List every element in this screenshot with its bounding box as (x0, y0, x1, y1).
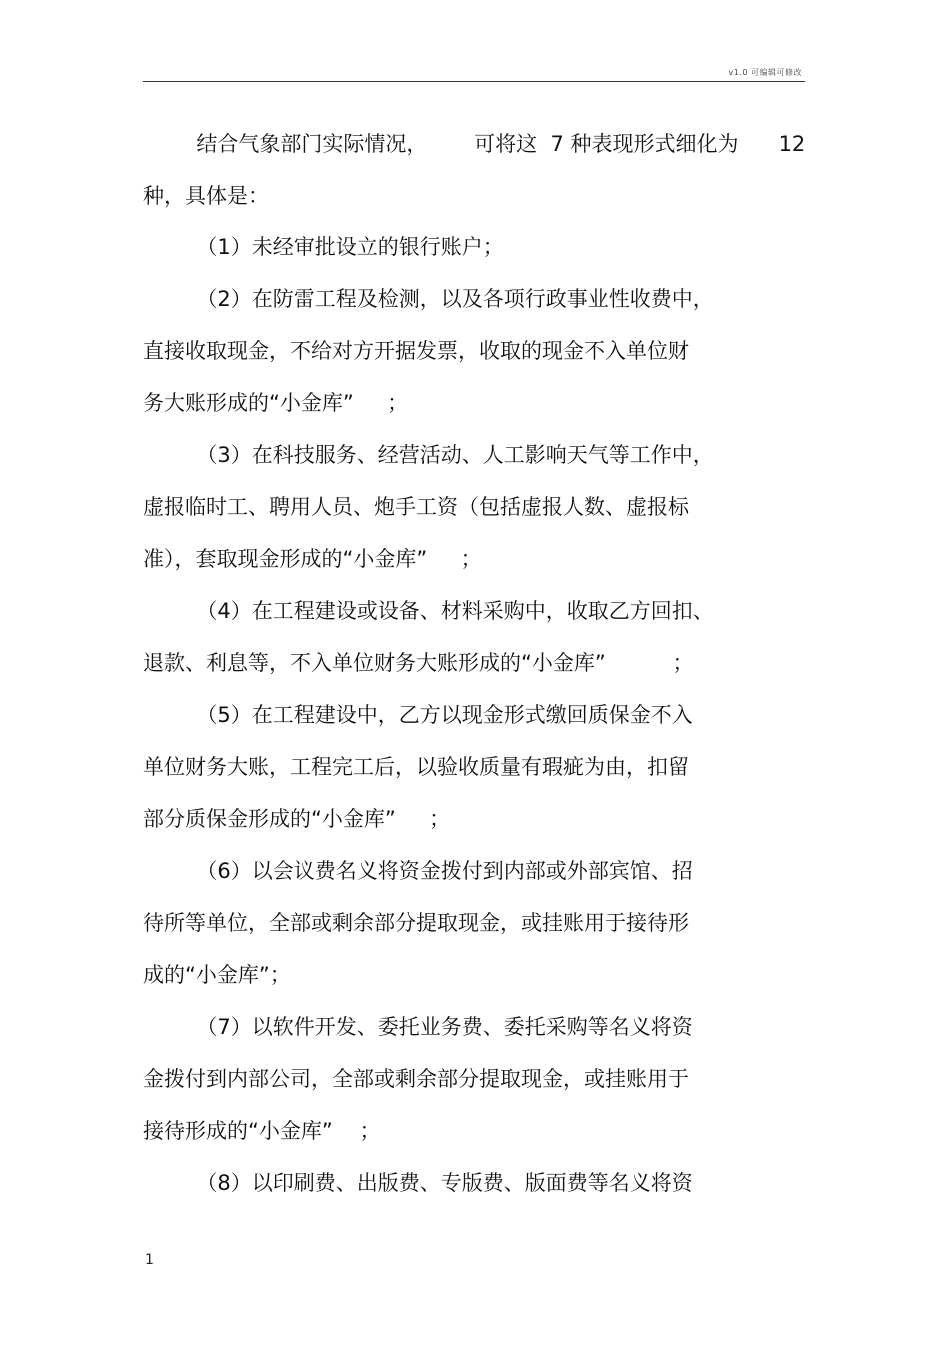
body-line: 单位财务大账，工程完工后，以验收质量有瑕疵为由，扣留 (143, 755, 689, 779)
header-divider (143, 81, 805, 82)
body-line: 接待形成的“小金库” ； (143, 1119, 381, 1143)
body-line: （8）以印刷费、出版费、专版费、版面费等名义将资 (143, 1171, 693, 1195)
body-line: （1）未经审批设立的银行账户； (143, 235, 504, 259)
body-line: （7）以软件开发、委托业务费、委托采购等名义将资 (143, 1015, 693, 1039)
page-number: 1 (145, 1252, 154, 1268)
body-line: （3）在科技服务、经营活动、人工影响天气等工作中， (143, 443, 714, 467)
body-line: （5）在工程建设中，乙方以现金形式缴回质保金不入 (143, 703, 693, 727)
body-line: 成的“小金库”； (143, 963, 291, 987)
body-line: 部分质保金形成的“小金库” ； (143, 807, 451, 831)
body-line: 退款、利息等，不入单位财务大账形成的“小金库” ； (143, 651, 694, 675)
body-line: 待所等单位，全部或剩余部分提取现金，或挂账用于接待形 (143, 911, 689, 935)
body-line: 金拨付到内部公司，全部或剩余部分提取现金，或挂账用于 (143, 1067, 689, 1091)
body-line: 务大账形成的“小金库” ； (143, 391, 409, 415)
body-line: 直接收取现金，不给对方开据发票，收取的现金不入单位财 (143, 339, 689, 363)
body-line: 结合气象部门实际情况， 可将这 7 种表现形式细化为 12 (143, 132, 806, 156)
body-line: 种，具体是： (143, 184, 269, 208)
body-line: （6）以会议费名义将资金拨付到内部或外部宾馆、招 (143, 859, 693, 883)
body-line: （2）在防雷工程及检测，以及各项行政事业性收费中， (143, 287, 714, 311)
body-line: 准），套取现金形成的“小金库” ； (143, 547, 482, 571)
body-line: （4）在工程建设或设备、材料采购中，收取乙方回扣、 (143, 599, 714, 623)
body-line: 虚报临时工、聘用人员、炮手工资（包括虚报人数、虚报标 (143, 495, 689, 519)
page-header-note: v1.0 可编辑可修改 (728, 68, 802, 77)
